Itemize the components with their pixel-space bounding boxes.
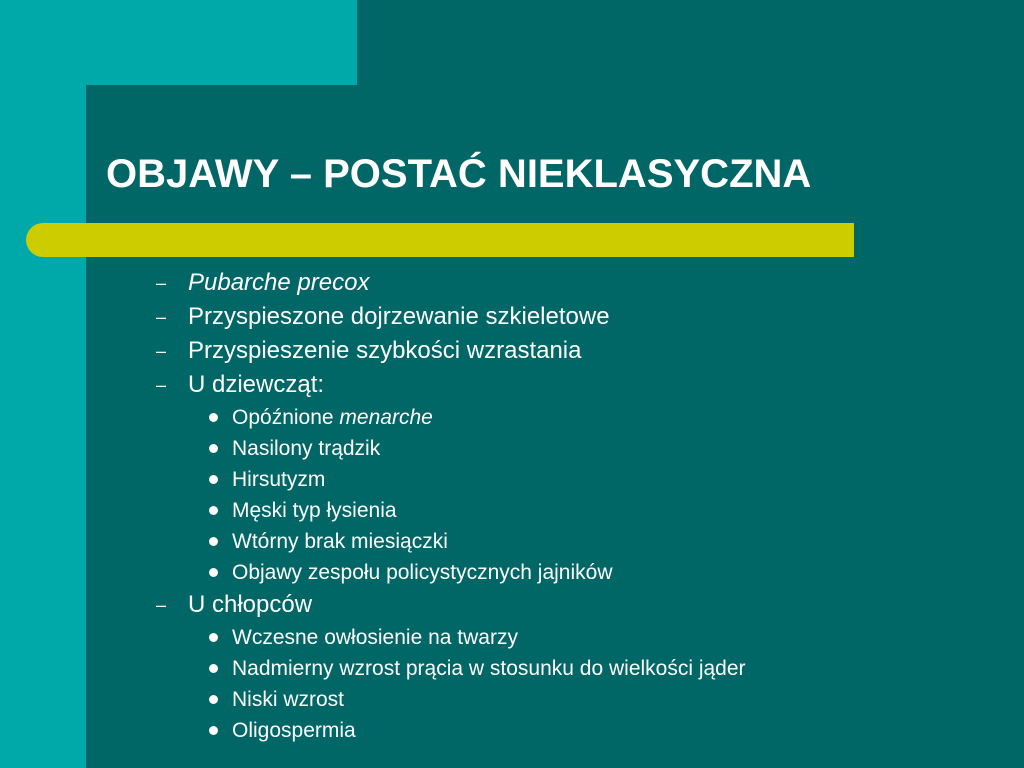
dash-bullet: – <box>156 307 167 327</box>
background-top-left-block <box>0 0 357 85</box>
sub-item-alopecia <box>0 495 1024 526</box>
bullet-dot-icon <box>209 695 218 704</box>
list-item-text: Pubarche precox <box>188 269 370 296</box>
sub-item-penis-growth <box>0 653 1024 684</box>
list-item-text: Przyspieszone dojrzewanie szkieletowe <box>188 303 610 330</box>
bullet-dot-icon <box>209 726 218 735</box>
bullet-dot-icon <box>209 664 218 673</box>
list-item-text: U dziewcząt: <box>188 371 325 398</box>
sub-item-pcos <box>0 557 1024 588</box>
sub-item-text: Nadmierny wzrost prącia w stosunku do wielkości jąder <box>232 657 746 680</box>
sub-item-amenorrhea <box>0 526 1024 557</box>
dash-bullet: – <box>156 341 167 361</box>
accent-bar <box>26 223 854 257</box>
sub-item-text: Opóźnione <box>232 406 340 429</box>
list-item-boys <box>0 588 1024 622</box>
list-item-girls <box>0 368 1024 402</box>
sub-item-menarche <box>0 402 1024 433</box>
sub-item-text: Nasilony trądzik <box>232 437 381 460</box>
sub-item-oligospermia <box>0 715 1024 746</box>
slide-title: OBJAWY – POSTAĆ NIEKLASYCZNA <box>106 152 812 196</box>
bullet-list <box>0 266 1024 746</box>
sub-item-facial-hair <box>0 622 1024 653</box>
bullet-dot-icon <box>209 444 218 453</box>
sub-item-text: Niski wzrost <box>232 688 345 711</box>
sub-item-text: Wtórny brak miesiączki <box>232 530 448 553</box>
sub-item-acne <box>0 433 1024 464</box>
bullet-dot-icon <box>209 475 218 484</box>
dash-bullet: – <box>156 273 167 293</box>
dash-bullet: – <box>156 375 167 395</box>
sub-item-text: Oligospermia <box>232 719 356 742</box>
list-item-text: Przyspieszenie szybkości wzrastania <box>188 337 582 364</box>
sub-item-italic-text: menarche <box>339 406 433 429</box>
sub-item-text: Męski typ łysienia <box>232 499 397 522</box>
list-item-text: U chłopców <box>188 591 313 618</box>
bullet-dot-icon <box>209 633 218 642</box>
sub-item-short-stature <box>0 684 1024 715</box>
list-item-pubarche <box>0 266 1024 300</box>
sub-item-text: Wczesne owłosienie na twarzy <box>232 626 518 649</box>
sub-item-text: Hirsutyzm <box>232 468 326 491</box>
dash-bullet: – <box>156 595 167 615</box>
bullet-dot-icon <box>209 506 218 515</box>
bullet-dot-icon <box>209 568 218 577</box>
bullet-dot-icon <box>209 537 218 546</box>
list-item-growth <box>0 334 1024 368</box>
sub-item-text: Objawy zespołu policystycznych jajników <box>232 561 613 584</box>
list-item-skeletal <box>0 300 1024 334</box>
bullet-dot-icon <box>209 413 218 422</box>
sub-item-hirsutism <box>0 464 1024 495</box>
